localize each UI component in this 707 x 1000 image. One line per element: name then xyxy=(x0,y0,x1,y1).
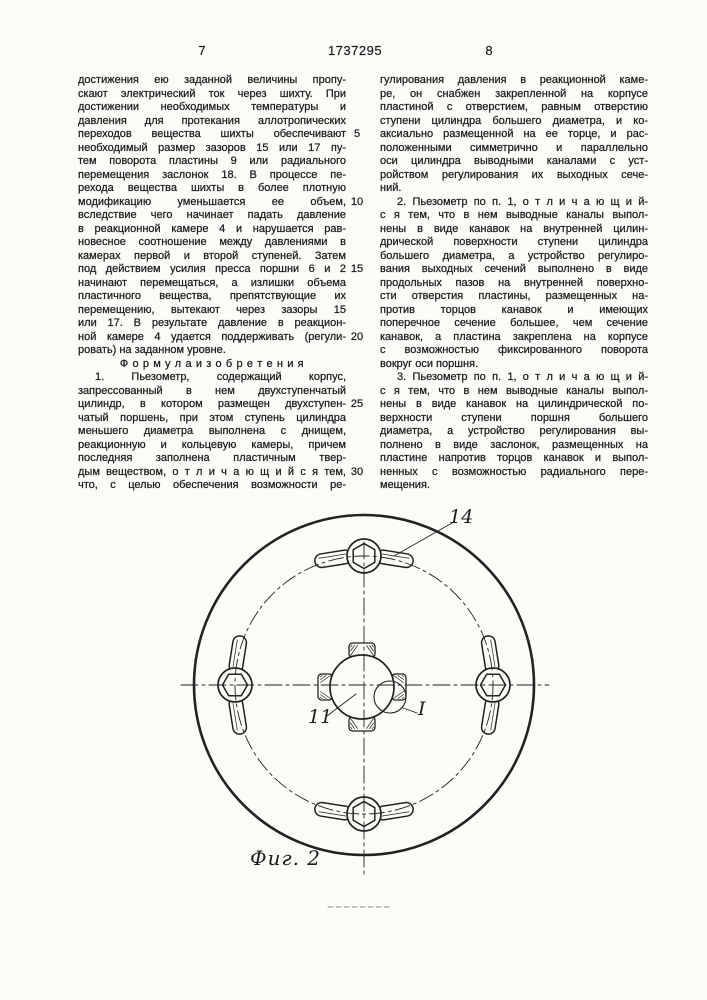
text-line: положенными симметрично и параллельно xyxy=(380,141,648,154)
text-line: реакционную и кольцевую камеры, причем xyxy=(78,438,346,451)
text-line: достижении необходимых температуры и xyxy=(78,101,346,113)
text-line: чатый поршень, при этом ступень цилиндра xyxy=(78,411,346,424)
text-line: Ф о р м у л а и з о б р е т е н и я xyxy=(119,357,305,370)
text-line: в реакционной камере 4 и нарушается рав- xyxy=(78,222,346,235)
text-line: поперечное сечение большее, чем сечение xyxy=(380,317,648,329)
text-line: запрессованный в нем двухступенчатый xyxy=(78,384,346,397)
text-line: ступени цилиндра большего диаметра, и ко- xyxy=(380,114,648,127)
text-line: цилиндр, в котором размещен двухступен- xyxy=(78,398,346,410)
text-line: ненных с возможностью радиального пере- xyxy=(380,465,648,478)
text-line: оси цилиндра выводными каналами с уст- xyxy=(380,155,648,167)
text-line: гулирования давления в реакционной каме- xyxy=(380,74,648,86)
text-line: с я тем, что в нем выводные каналы выпол- xyxy=(380,209,648,221)
text-line: что, с целью обеспечения возможности ре- xyxy=(78,479,346,491)
text-line: пластине напротив торцов канавок и выпол- xyxy=(380,452,648,464)
text-line: модификацию уменьшается ее объем, xyxy=(78,195,346,208)
text-line: ре, он снабжен закрепленной на корпусе xyxy=(380,87,648,100)
text-line: полнено в виде заслонок, размещенных на xyxy=(380,438,648,451)
text-line: или 17. В результате давление в реакцион- xyxy=(78,317,346,329)
text-line: меньшего диаметра выполнена с днищем, xyxy=(78,425,346,437)
page-number-right: 8 xyxy=(485,43,493,58)
gutter-line-number: 20 xyxy=(350,330,364,343)
text-line: ной камере 4 удается поддерживать (регули- xyxy=(78,330,346,343)
text-line: под действием усилия пресса поршни 6 и 2 xyxy=(78,263,346,275)
text-line: большего диаметра, а устройство регулиро- xyxy=(380,249,648,262)
detail-label-I: I xyxy=(418,698,426,720)
text-line: дым веществом, о т л и ч а ю щ и й с я тем, xyxy=(78,465,346,478)
text-line: 1. Пьезометр, содержащий корпус, xyxy=(95,371,346,383)
patent-number: 1737295 xyxy=(327,43,383,58)
text-line: нены в виде канавок на цилиндрической по- xyxy=(380,398,648,410)
text-line: необходимый размер зазоров 15 или 17 пу- xyxy=(78,141,346,154)
text-line: последняя заполнена пластичным твер- xyxy=(78,452,346,464)
text-line: вокруг оси поршня. xyxy=(380,357,479,370)
text-line: продольных пазов на внутренней поверхно- xyxy=(380,276,648,289)
text-line: 3. Пьезометр по п. 1, о т л и ч а ю щ и й- xyxy=(397,371,648,383)
text-line: вследствие чего начинает падать давление xyxy=(78,209,346,221)
gutter-line-number: 10 xyxy=(350,195,364,208)
leader-line-14 xyxy=(394,523,452,556)
text-line: новесное соотношение между давлениями в xyxy=(78,236,346,248)
text-line: канавок, а пластина закреплена на корпусе xyxy=(380,330,648,343)
gutter-line-number: 5 xyxy=(353,128,361,140)
page-number-left: 7 xyxy=(198,43,206,58)
gutter-line-number: 25 xyxy=(350,398,364,410)
text-line: нены в виде канавок на внутренней цилин- xyxy=(380,222,648,235)
text-line: ровать) на заданном уровне. xyxy=(78,344,226,356)
text-line: с возможностью фиксированного поворота xyxy=(380,344,648,356)
text-line: пластиной с отверстием, равным отверстию xyxy=(380,101,648,113)
text-line: диаметра, а устройство регулирования вы- xyxy=(380,425,648,437)
text-line: мещения. xyxy=(380,479,430,491)
part-label-11: 11 xyxy=(308,706,333,728)
part-label-14: 14 xyxy=(449,506,474,528)
text-line: камерах первой и второй ступеней. Затем xyxy=(78,249,346,262)
text-line: ний. xyxy=(380,182,402,194)
text-line: тем поворота пластины 9 или радиального xyxy=(78,155,346,167)
text-line: рехода вещества шихты в более плотную xyxy=(78,182,346,194)
text-line: давления для протекания аллотропических xyxy=(78,114,346,127)
text-line: верхности ступени поршня большего xyxy=(380,411,648,424)
text-line: 2. Пьезометр по п. 1, о т л и ч а ю щ и й- xyxy=(397,195,648,208)
text-line: перемещения заслонок 18. В процессе пе- xyxy=(78,168,346,181)
text-line: с я тем, что в нем выводные каналы выпол- xyxy=(380,384,648,397)
text-line: переходов вещества шихты обеспечивают xyxy=(78,128,346,140)
text-line: перемещению, вытекают через зазоры 15 xyxy=(78,303,346,316)
figure-caption: Фиг. 2 xyxy=(250,846,322,870)
text-line: вания выходных сечений выполнено в виде xyxy=(380,263,648,275)
text-line: сти отверстия пластины, размещенных на- xyxy=(380,290,648,302)
text-line: скают электрический ток через шихту. При xyxy=(78,87,346,100)
text-line: пластичного вещества, препятствующие их xyxy=(78,290,346,302)
leader-line-I xyxy=(403,708,417,713)
text-line: дрической поверхности ступени цилиндра xyxy=(380,236,648,248)
gutter-line-number: 30 xyxy=(350,465,364,478)
text-line: достижения ею заданной величины пропу- xyxy=(78,74,346,86)
text-line: против торцов канавок и имеющих xyxy=(380,303,648,316)
text-line: начинают перемещаться, а излишки объема xyxy=(78,276,346,289)
gutter-line-number: 15 xyxy=(350,263,364,275)
text-line: ройством регулирования их выходных сече- xyxy=(380,168,648,181)
text-line: аксиально размещенной на ее торце, и рас- xyxy=(380,128,648,140)
